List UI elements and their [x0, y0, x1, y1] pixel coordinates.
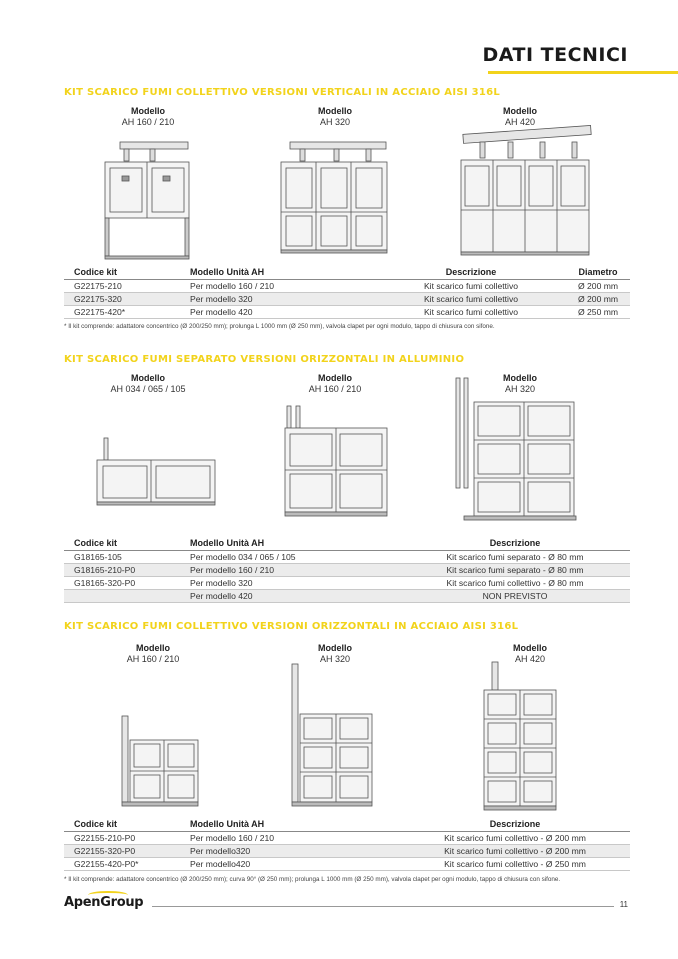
unit-drawing-ah320-horizontal: [450, 376, 580, 526]
unit-drawing-ah320-vertical: [278, 128, 390, 262]
table-cell: Kit scarico fumi collettivo - Ø 250 mm: [396, 858, 630, 871]
table-row: [64, 551, 630, 564]
table-cell: Kit scarico fumi collettivo - Ø 200 mm: [396, 845, 630, 858]
model-label-value: AH 160 / 210: [308, 384, 362, 394]
table-header: Diametro: [562, 265, 630, 280]
table-cell: Per modello320: [180, 845, 396, 858]
table-cell: Per modello 320: [180, 577, 396, 590]
table-cell: G18165-210-P0: [64, 564, 180, 577]
table-header: Descrizione: [376, 265, 562, 280]
model-label-title: Modello: [503, 373, 537, 383]
kit-table-separate-aluminium: [64, 536, 630, 603]
table-row: [64, 306, 630, 319]
section-title-horizontal-steel: KIT SCARICO FUMI COLLETTIVO VERSIONI ORIZZONTALI IN ACCIAIO AISI 316L: [64, 621, 519, 632]
table-cell: Ø 200 mm: [562, 280, 630, 293]
table-cell: Kit scarico fumi collettivo: [376, 293, 562, 306]
table-cell: Kit scarico fumi separato - Ø 80 mm: [396, 551, 630, 564]
table-header: Modello Unità AH: [180, 817, 396, 832]
footnote: * Il kit comprende: adattatore concentrico (Ø 200/250 mm); prolunga L 1000 mm (Ø 250 mm), valvola clapet per ogni modulo, tappo di chiusura con sifone.: [64, 323, 495, 330]
table-header: Codice kit: [64, 536, 180, 551]
table-row: [64, 577, 630, 590]
model-label: [93, 106, 203, 128]
model-label-title: Modello: [513, 643, 547, 653]
table-header: Descrizione: [396, 536, 630, 551]
table-cell: Per modello 320: [180, 293, 376, 306]
table-cell: G18165-105: [64, 551, 180, 564]
model-label-value: AH 320: [319, 117, 351, 127]
model-label-value: AH 320: [319, 654, 351, 664]
table-cell: G18165-320-P0: [64, 577, 180, 590]
model-label-value: AH 160 / 210: [121, 117, 175, 127]
model-label-title: Modello: [503, 106, 537, 116]
model-label-value: AH 160 / 210: [126, 654, 180, 664]
section-title-vertical-steel: KIT SCARICO FUMI COLLETTIVO VERSIONI VERTICALI IN ACCIAIO AISI 316L: [64, 87, 501, 98]
table-header-row: [64, 536, 630, 551]
table-header: Modello Unità AH: [180, 265, 376, 280]
model-label-title: Modello: [318, 373, 352, 383]
model-label-value: AH 420: [504, 117, 536, 127]
model-label-title: Modello: [136, 643, 170, 653]
unit-drawing-ah160-210-horizontal: [282, 404, 390, 524]
model-label-value: AH 320: [504, 384, 536, 394]
table-header: Modello Unità AH: [180, 536, 396, 551]
table-cell: Per modello 160 / 210: [180, 832, 396, 845]
model-label-title: Modello: [318, 106, 352, 116]
table-cell: Ø 200 mm: [562, 293, 630, 306]
table-header: Descrizione: [396, 817, 630, 832]
table-header: Codice kit: [64, 817, 180, 832]
table-cell: Kit scarico fumi separato - Ø 80 mm: [396, 564, 630, 577]
model-label-value: AH 420: [514, 654, 546, 664]
apengroup-logo: ApenGroup: [64, 895, 144, 910]
unit-drawing-ah420-steel: [480, 660, 560, 816]
table-cell: Per modello 034 / 065 / 105: [180, 551, 396, 564]
table-cell: Kit scarico fumi collettivo: [376, 306, 562, 319]
unit-drawing-ah034-065-105: [94, 434, 218, 510]
footer-divider: [152, 906, 614, 907]
table-cell: G22155-420-P0*: [64, 858, 180, 871]
table-cell: Per modello 160 / 210: [180, 280, 376, 293]
table-cell: G22175-420*: [64, 306, 180, 319]
unit-drawing-ah160-210-steel: [118, 714, 202, 810]
unit-drawing-ah160-210-vertical: [100, 128, 200, 262]
table-row: [64, 858, 630, 871]
table-cell: Kit scarico fumi collettivo - Ø 200 mm: [396, 832, 630, 845]
model-label: [93, 373, 203, 395]
footnote: * Il kit comprende: adattatore concentrico (Ø 200/250 mm); curva 90° (Ø 250 mm); prolunga L 1000 mm (Ø 250 mm), valvola clapet per ogni modulo, tappo di chiusura con sifone.: [64, 876, 561, 883]
table-header-row: [64, 817, 630, 832]
table-cell: G22155-210-P0: [64, 832, 180, 845]
table-cell: [64, 590, 180, 603]
table-cell: NON PREVISTO: [396, 590, 630, 603]
model-label-title: Modello: [131, 373, 165, 383]
table-row: [64, 845, 630, 858]
page-title: DATI TECNICI: [482, 44, 628, 66]
table-cell: Per modello 420: [180, 590, 396, 603]
table-header: Codice kit: [64, 265, 180, 280]
table-cell: Per modello420: [180, 858, 396, 871]
model-label: [280, 106, 390, 128]
section-title-separate-aluminium: KIT SCARICO FUMI SEPARATO VERSIONI ORIZZONTALI IN ALLUMINIO: [64, 354, 465, 365]
unit-drawing-ah320-steel: [288, 662, 378, 812]
page-number: 11: [619, 900, 628, 909]
model-label: [98, 643, 208, 665]
table-row: [64, 293, 630, 306]
table-row: [64, 280, 630, 293]
table-cell: Per modello 160 / 210: [180, 564, 396, 577]
table-cell: G22175-210: [64, 280, 180, 293]
table-cell: Per modello 420: [180, 306, 376, 319]
model-label-value: AH 034 / 065 / 105: [110, 384, 186, 394]
model-label: [280, 373, 390, 395]
kit-table-vertical-steel: [64, 265, 630, 319]
table-cell: Kit scarico fumi collettivo - Ø 80 mm: [396, 577, 630, 590]
kit-table-horizontal-steel: [64, 817, 630, 871]
table-cell: Ø 250 mm: [562, 306, 630, 319]
table-row: [64, 832, 630, 845]
model-label-title: Modello: [131, 106, 165, 116]
table-cell: G22175-320: [64, 293, 180, 306]
table-cell: G22155-320-P0: [64, 845, 180, 858]
table-row: [64, 564, 630, 577]
model-label-title: Modello: [318, 643, 352, 653]
table-cell: Kit scarico fumi collettivo: [376, 280, 562, 293]
table-header-row: [64, 265, 630, 280]
table-row: [64, 590, 630, 603]
title-underline: [488, 71, 678, 74]
unit-drawing-ah420-vertical: [458, 124, 594, 262]
